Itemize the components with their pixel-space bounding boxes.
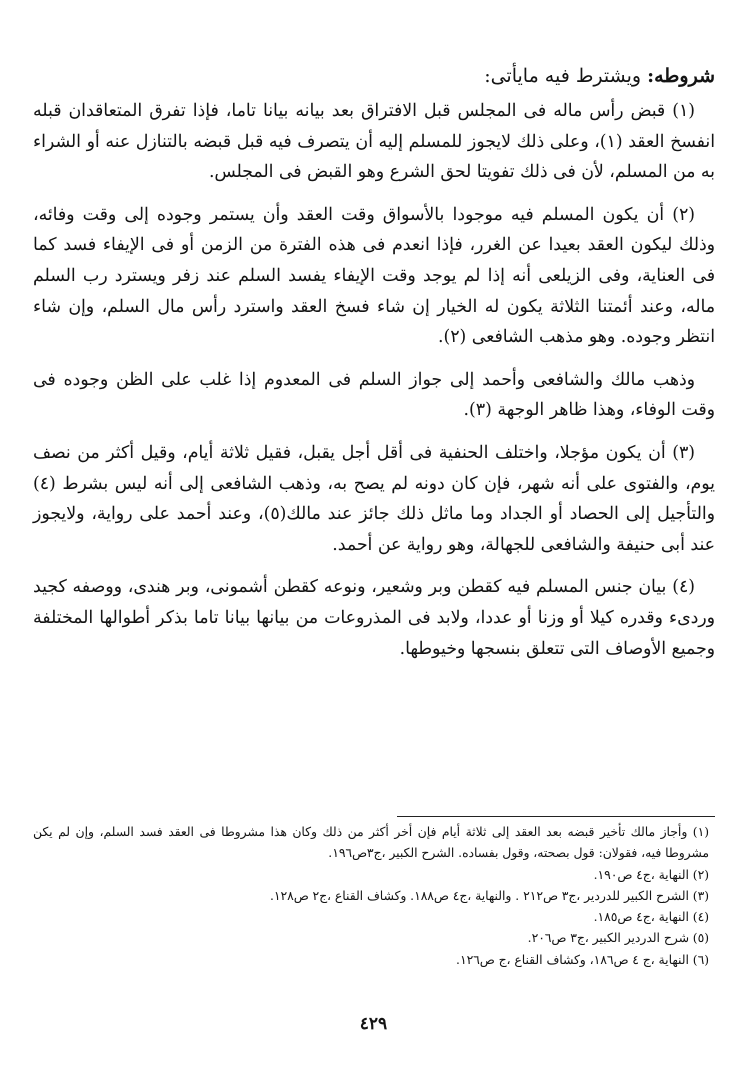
footnote-6: (٦) النهاية ،ج ٤ ص١٨٦، وكشاف القناع ،ج ص١٢٦. <box>456 952 709 967</box>
footnote-divider <box>397 816 715 817</box>
book-page-body <box>33 62 715 676</box>
paragraph-madhab-opinion: وذهب مالك والشافعى وأحمد إلى جواز السلم فى المعدوم إذا غلب على الظن وجوده فى وقت الوفاء، وهذا ظاهر الوجهة (٣). <box>33 369 715 421</box>
paragraph-condition-3: (٣) أن يكون مؤجلا، واختلف الحنفية فى أقل أجل يقبل، فقيل ثلاثة أيام، وقيل أكثر من نصف يوم، والفتوى على أنه شهر، فإن كان دونه لم يصح به، وذهب الشافعى إلى أنه ليس بشرط (٤) والتأجيل إلى الحصاد أو الجداد وما ماثل ذلك جائز عند مالك(٥)، وعند أحمد على رواية، ولايجوز عند أبى حنيفة والشافعى للجهالة، وهو رواية عن أحمد. <box>33 442 715 555</box>
section-heading-title: شروطه: <box>647 65 715 87</box>
footnotes-section <box>33 822 709 971</box>
footnote-5: (٥) شرح الدردير الكبير ،ج٣ ص٢٠٦. <box>527 931 709 946</box>
paragraph-condition-2: (٢) أن يكون المسلم فيه موجودا بالأسواق وقت العقد وأن يستمر وجوده إلى وقت وفائه، وذلك ليكون العقد بعيدا عن الغرر، فإذا انعدم فى هذه الفترة من الزمن أو فى الإيفاء فسد كما فى العناية، وفى الزيلعى أنه إذا لم يوجد وقت الإيفاء يفسد السلم عند زفر ويسترد رب السلم ماله، وعند أئمتنا الثلاثة يكون له الخيار إن شاء فسخ العقد واسترد رأس مال السلم، وإن شاء انتظر وجوده. وهو مذهب الشافعى (٢). <box>33 204 715 348</box>
paragraph-condition-4: (٤) بيان جنس المسلم فيه كقطن وبر وشعير، ونوعه كقطن أشمونى، وبر هندى، ووصفه كجيد وردىء وقدره كيلا أو وزنا أو عددا، ولابد فى المذروعات من بيانها بيانا تاما بذكر أطوالها المختلفة وجميع الأوصاف التى تتعلق بنسجها وخيوطها. <box>33 577 715 659</box>
paragraph-condition-1: (١) قبض رأس ماله فى المجلس قبل الافتراق بعد بيانه بيانا تاما، فإذا تفرق المتعاقدان قبله انفسخ العقد (١)، وعلى ذلك لايجوز للمسلم إليه أن يتصرف فيه قبل قبضه بالتنازل عنه أو الشراء به من المسلم، لأن فى ذلك تفويتا لحق الشرع وهو القبض فى المجلس. <box>33 101 715 183</box>
footnote-3: (٣) الشرح الكبير للدردير ،ج٣ ص٢١٢ . والنهاية ،ج٤ ص١٨٨. وكشاف القناع ،ج٢ ص١٢٨. <box>269 888 709 903</box>
footnote-1: (١) وأجاز مالك تأخير قبضه بعد العقد إلى ثلاثة أيام فإن أخر أكثر من ذلك وكان هذا مشروطا فى العقد فسد السلم، وإن لم يكن مشروطا فيه، فقولان: قول بصحته، وقول بفساده. الشرح الكبير ،ج٣ص١٩٦. <box>33 825 709 861</box>
page-number: ٤٢٩ <box>359 1014 388 1034</box>
section-heading-subtitle: ويشترط فيه مايأتى: <box>484 65 648 87</box>
footnote-2: (٢) النهاية ،ج٤ ص١٩٠. <box>593 867 709 882</box>
footnote-4: (٤) النهاية ،ج٤ ص١٨٥. <box>593 910 709 925</box>
section-heading <box>33 62 715 90</box>
